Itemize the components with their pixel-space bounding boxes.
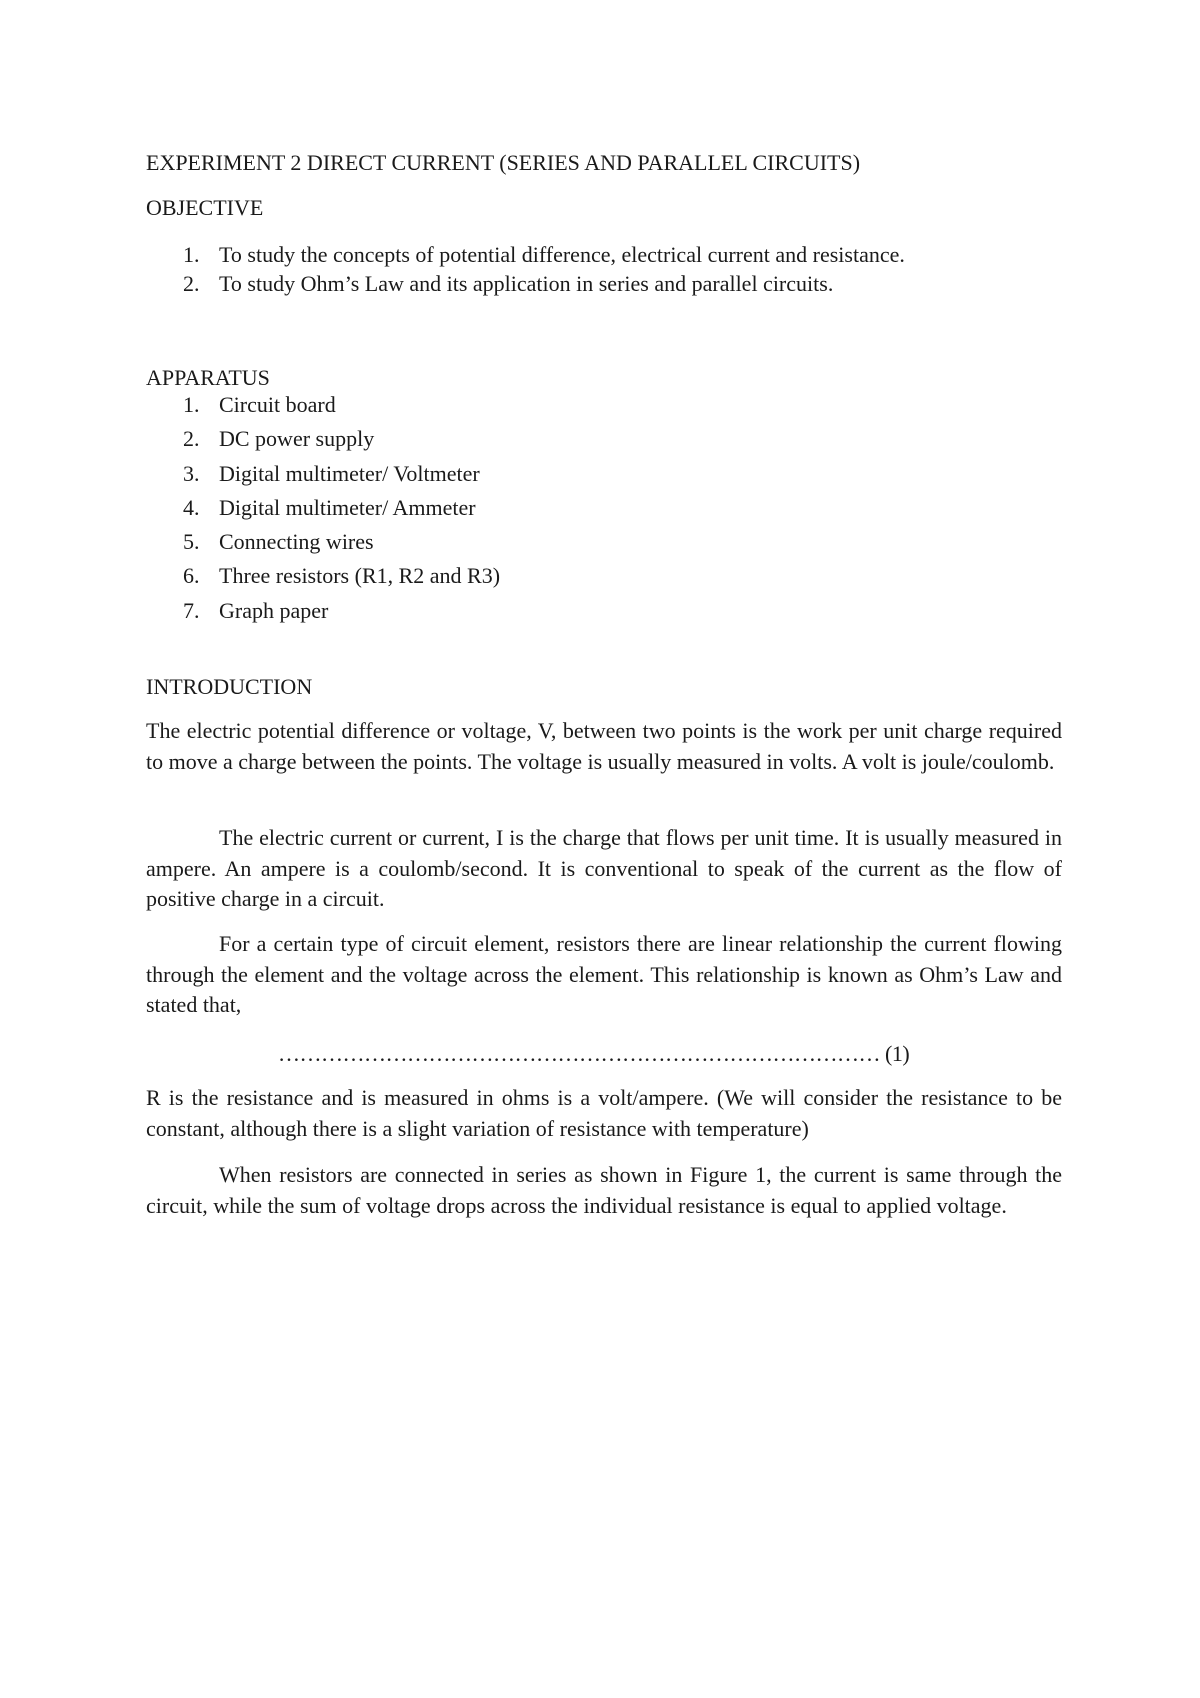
apparatus-item-text: Graph paper [219, 597, 329, 623]
introduction-paragraph-5-block [146, 1160, 1062, 1221]
objective-item-number: 1. [183, 242, 200, 267]
introduction-paragraph-4-block [146, 1083, 1062, 1144]
introduction-paragraph-2-block [146, 823, 1062, 915]
introduction-paragraph: The electric potential difference or voltage, V, between two points is the work per unit charge required to move a charge between the points. The voltage is usually measured in volts. A volt is joule/coulomb. [146, 718, 1062, 774]
apparatus-item-text: Connecting wires [219, 529, 374, 555]
apparatus-item [146, 596, 1062, 630]
introduction-paragraph-3-block [146, 929, 1062, 1021]
document-title: EXPERIMENT 2 DIRECT CURRENT (SERIES AND PARALLEL CIRCUITS) [146, 150, 861, 175]
apparatus-item [146, 390, 1062, 424]
objective-item-text: To study Ohm’s Law and its application in series and parallel circuits. [219, 271, 834, 296]
apparatus-item [146, 424, 1062, 458]
introduction-paragraph: When resistors are connected in series as shown in Figure 1, the current is same through the circuit, while the sum of voltage drops across the individual resistance is equal to applied voltage. [146, 1162, 1062, 1218]
apparatus-item [146, 493, 1062, 527]
apparatus-item [146, 527, 1062, 561]
apparatus-item-text: DC power supply [219, 426, 375, 452]
objective-item [146, 240, 1062, 269]
objective-item-text: To study the concepts of potential difference, electrical current and resistance. [219, 242, 905, 267]
apparatus-list [146, 390, 1062, 630]
apparatus-item-number: 5. [183, 529, 200, 555]
apparatus-item-text: Circuit board [219, 392, 336, 417]
objective-item [146, 269, 1062, 298]
apparatus-item-number: 7. [183, 597, 200, 623]
objective-item-number: 2. [183, 271, 200, 296]
apparatus-item-text: Digital multimeter/ Voltmeter [219, 460, 480, 486]
apparatus-item-number: 1. [183, 392, 200, 417]
apparatus-item-text: Three resistors (R1, R2 and R3) [219, 563, 501, 589]
introduction-heading: INTRODUCTION [146, 674, 313, 699]
apparatus-item-number: 6. [183, 563, 200, 589]
objective-heading: OBJECTIVE [146, 195, 264, 220]
apparatus-item-number: 3. [183, 460, 200, 486]
apparatus-heading: APPARATUS [146, 365, 270, 390]
apparatus-item-number: 4. [183, 494, 200, 520]
introduction-paragraph: R is the resistance and is measured in ohms is a volt/ampere. (We will consider the resistance to be constant, although there is a slight variation of resistance with temperature) [146, 1085, 1062, 1141]
equation-line: ………………………………………………………………………… (1) [278, 1041, 910, 1066]
introduction-paragraph-1-block [146, 716, 1062, 777]
apparatus-item-number: 2. [183, 426, 200, 452]
introduction-paragraph: The electric current or current, I is the charge that flows per unit time. It is usually measured in ampere. An ampere is a coulomb/second. It is conventional to speak of the current as the flow of positive charge in a circuit. [146, 825, 1062, 911]
apparatus-item-text: Digital multimeter/ Ammeter [219, 494, 476, 520]
apparatus-item [146, 459, 1062, 493]
apparatus-item [146, 561, 1062, 595]
introduction-paragraph: For a certain type of circuit element, resistors there are linear relationship the current flowing through the element and the voltage across the element. This relationship is known as Ohm’s Law and stated that, [146, 931, 1062, 1017]
objective-list [146, 240, 1062, 298]
